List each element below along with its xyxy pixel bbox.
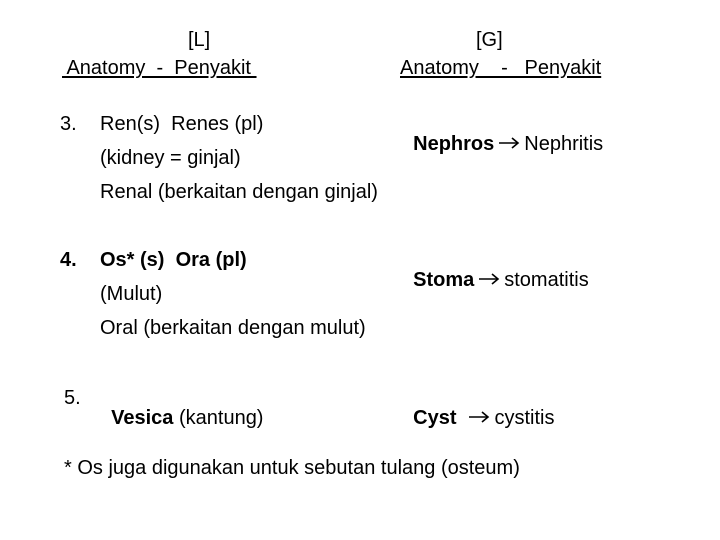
greek-column-subtitle: Anatomy - Penyakit [400,57,602,79]
greek-entry [402,388,554,428]
latin-term-bold: Vesica [111,407,174,429]
entry-number: 4. [60,249,77,271]
greek-disease: cystitis [494,407,555,429]
latin-meaning: (Mulut) [100,283,163,305]
greek-root: Nephros [413,133,495,155]
greek-column-tag: [G] [476,29,503,51]
greek-entry [402,250,589,290]
arrow-right-icon [498,137,520,149]
arrow-right-icon [468,411,490,423]
latin-column-tag: [L] [188,29,211,51]
footnote: * Os juga digunakan untuk sebutan tulang (osteum) [64,457,520,479]
entry-number: 3. [60,113,77,135]
greek-root: Cyst [413,407,457,429]
greek-disease: Nephritis [524,133,604,155]
latin-term-rest: (kantung) [173,407,264,429]
latin-term: Ren(s) Renes (pl) [100,113,264,135]
latin-adjective: Renal (berkaitan dengan ginjal) [100,181,378,203]
latin-meaning: (kidney = ginjal) [100,147,241,169]
latin-term: Os* (s) Ora (pl) [100,249,247,271]
greek-entry [402,114,603,154]
entry-number: 5. [64,387,81,409]
greek-disease: stomatitis [504,269,589,291]
latin-column-subtitle: Anatomy - Penyakit [62,57,257,79]
latin-term [100,388,263,428]
arrow-right-icon [478,273,500,285]
greek-root: Stoma [413,269,475,291]
latin-adjective: Oral (berkaitan dengan mulut) [100,317,366,339]
